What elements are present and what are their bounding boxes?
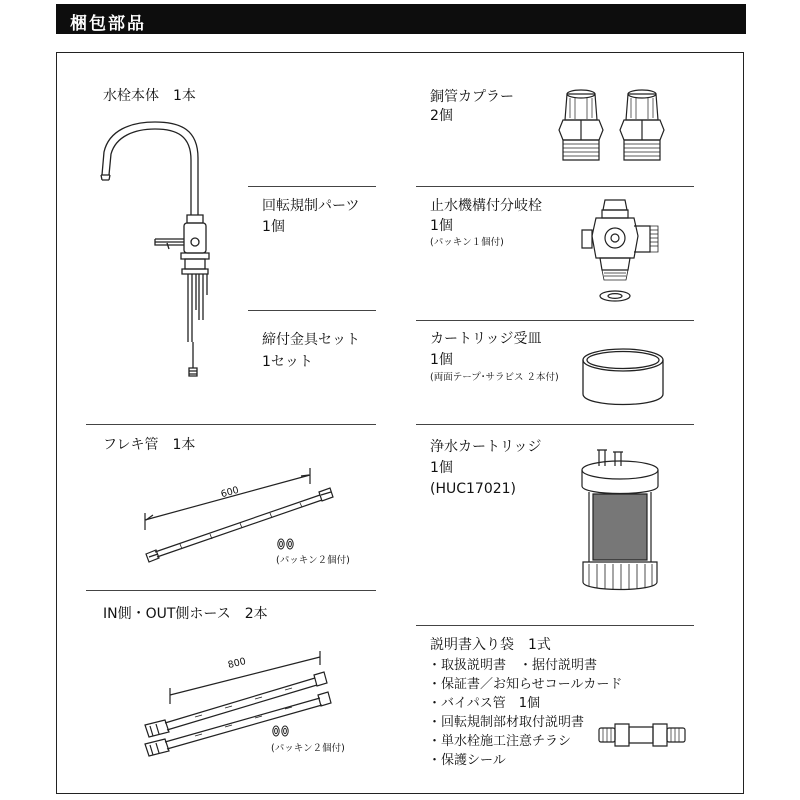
cartridge-tray-illustration (580, 346, 666, 412)
copper-coupler-label: 銅管カプラー (430, 89, 514, 105)
divider (86, 424, 376, 425)
copper-coupler-qty: 2個 (430, 108, 453, 124)
cartridge-illustration (575, 440, 665, 600)
branch-valve-qty: 1個 (430, 218, 453, 234)
divider (416, 625, 694, 626)
cartridge-tray-label: カートリッジ受皿 (430, 331, 542, 347)
cartridge-qty: 1個 (430, 460, 453, 476)
section-header (56, 4, 746, 34)
manual-bag-item: ・保護シール (428, 753, 506, 768)
divider (416, 320, 694, 321)
manual-bag-item: ・保証書／お知らせコールカード (428, 677, 623, 692)
divider (86, 590, 376, 591)
divider (416, 424, 694, 425)
fastener-set-qty: 1セット (262, 354, 313, 370)
manual-bag-item: ・回転規制部材取付説明書 (428, 715, 585, 730)
branch-valve-note: (パッキン１個付) (430, 237, 504, 248)
cartridge-tray-qty: 1個 (430, 352, 453, 368)
rotation-parts-label: 回転規制パーツ (262, 198, 360, 214)
bypass-pipe-illustration (597, 718, 689, 752)
in-out-hose-label: IN側・OUT側ホース 2本 (103, 606, 268, 622)
faucet-illustration (95, 120, 225, 385)
copper-coupler-illustration (555, 82, 675, 170)
gasket-icon (276, 537, 296, 551)
cartridge-label: 浄水カートリッジ (430, 439, 542, 455)
manual-bag-item: ・単水栓施工注意チラシ (428, 734, 572, 749)
gasket-icon (271, 724, 291, 738)
flex-tube-note: (パッキン２個付) (276, 555, 350, 566)
faucet-label: 水栓本体 1本 (103, 88, 196, 104)
in-out-hose-length: 800 (226, 655, 248, 672)
manual-bag-label: 説明書入り袋 1式 (430, 637, 551, 653)
divider (248, 186, 376, 187)
branch-valve-label: 止水機構付分岐栓 (430, 198, 542, 214)
manual-bag-item: ・取扱説明書 ・据付説明書 (428, 658, 598, 673)
section-title: 梱包部品 (70, 14, 146, 34)
branch-valve-illustration (578, 196, 668, 308)
divider (248, 310, 376, 311)
divider (416, 186, 694, 187)
rotation-parts-qty: 1個 (262, 219, 285, 235)
in-out-hose-note: (パッキン２個付) (271, 743, 345, 754)
flex-tube-length: 600 (219, 484, 241, 501)
cartridge-model: (HUC17021) (430, 481, 517, 497)
fastener-set-label: 締付金具セット (262, 332, 360, 348)
manual-bag-item: ・バイパス管 1個 (428, 696, 541, 711)
flex-tube-label: フレキ管 1本 (103, 437, 196, 453)
cartridge-tray-note: (両面テープ･サラビス ２本付) (430, 372, 559, 383)
flex-tube-illustration (140, 460, 350, 570)
